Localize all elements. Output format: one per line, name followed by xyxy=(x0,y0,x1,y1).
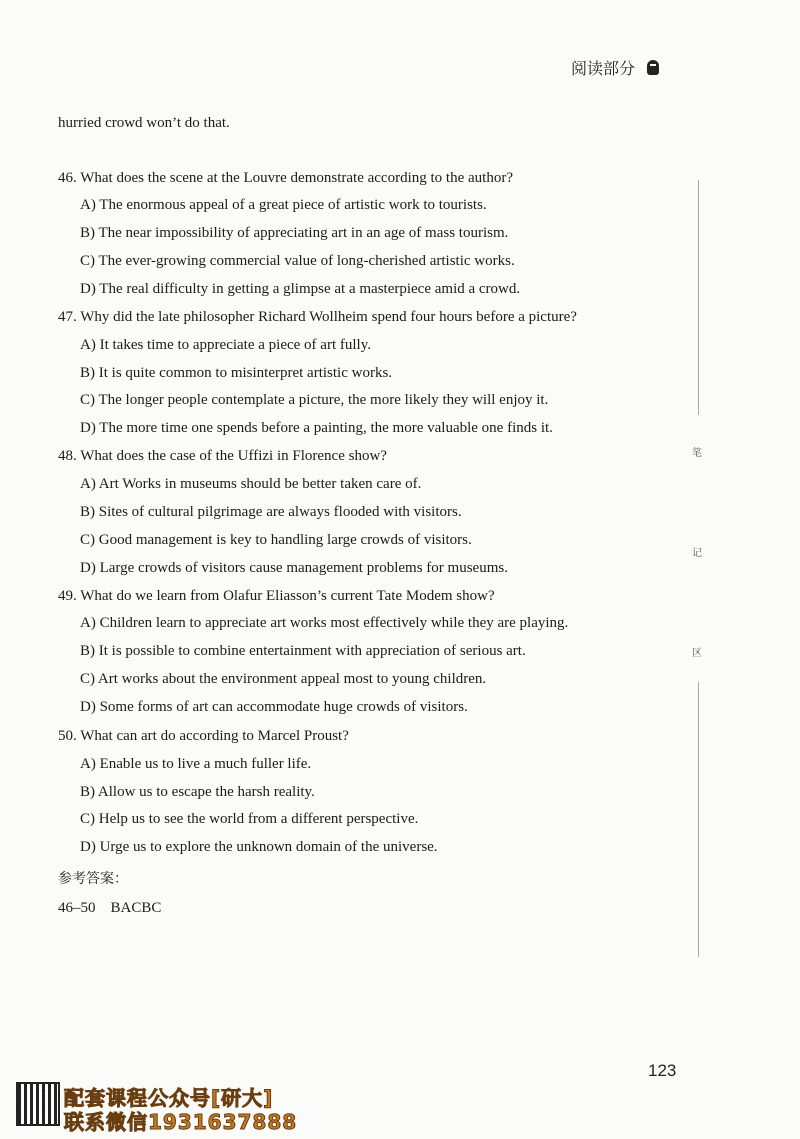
option-50-d: D) Urge us to explore the unknown domain of the universe. xyxy=(80,839,438,855)
question-46: 46. What does the scene at the Louvre demonstrate according to the author? xyxy=(58,170,513,186)
continuation-text: hurried crowd won’t do that. xyxy=(58,115,230,131)
option-48-c: C) Good management is key to handling large crowds of visitors. xyxy=(80,532,472,548)
option-49-a: A) Children learn to appreciate art works most effectively while they are playing. xyxy=(80,615,569,631)
option-50-a: A) Enable us to live a much fuller life. xyxy=(80,756,312,772)
option-50-c: C) Help us to see the world from a different perspective. xyxy=(80,811,419,827)
option-49-c: C) Art works about the environment appeal most to young children. xyxy=(80,671,487,687)
option-48-a: A) Art Works in museums should be better taken care of. xyxy=(80,476,422,492)
margin-rule-bottom xyxy=(698,682,699,957)
page-number: 123 xyxy=(648,1061,677,1080)
option-47-b: B) It is quite common to misinterpret artistic works. xyxy=(80,365,393,381)
margin-note-2: 记 xyxy=(692,548,702,559)
option-47-d: D) The more time one spends before a painting, the more valuable one finds it. xyxy=(80,420,553,436)
option-49-b: B) It is possible to combine entertainment with appreciation of serious art. xyxy=(80,643,526,659)
watermark-line-1: 配套课程公众号[研大] xyxy=(64,1086,274,1110)
question-49: 49. What do we learn from Olafur Eliasson’s current Tate Modem show? xyxy=(58,588,495,604)
question-48: 48. What does the case of the Uffizi in Florence show? xyxy=(58,448,387,464)
option-47-c: C) The longer people contemplate a picture, the more likely they will enjoy it. xyxy=(80,392,549,408)
option-50-b: B) Allow us to escape the harsh reality. xyxy=(80,784,315,800)
option-47-a: A) It takes time to appreciate a piece of art fully. xyxy=(80,337,371,353)
question-50: 50. What can art do according to Marcel Proust? xyxy=(58,728,349,744)
option-46-b: B) The near impossibility of appreciating art in an age of mass tourism. xyxy=(80,225,509,241)
option-48-d: D) Large crowds of visitors cause management problems for museums. xyxy=(80,560,508,576)
header-title: 阅读部分 xyxy=(571,59,636,78)
answer-label: 参考答案： xyxy=(58,871,128,887)
page-header xyxy=(571,56,659,79)
option-46-d: D) The real difficulty in getting a glimpse at a masterpiece amid a crowd. xyxy=(80,281,521,297)
option-49-d: D) Some forms of art can accommodate huge crowds of visitors. xyxy=(80,699,468,715)
option-46-a: A) The enormous appeal of a great piece of artistic work to tourists. xyxy=(80,197,487,213)
watermark-line-2: 联系微信1931637888 xyxy=(64,1110,298,1134)
option-46-c: C) The ever-growing commercial value of long-cherished artistic works. xyxy=(80,253,515,269)
question-47: 47. Why did the late philosopher Richard Wollheim spend four hours before a picture? xyxy=(58,309,577,325)
margin-note-1: 笔 xyxy=(692,448,702,459)
option-48-b: B) Sites of cultural pilgrimage are always flooded with visitors. xyxy=(80,504,462,520)
margin-rule-top xyxy=(698,180,699,415)
bookmark-icon xyxy=(647,60,659,75)
answer-key: 46–50 BACBC xyxy=(58,900,162,916)
margin-note-3: 区 xyxy=(692,648,702,659)
qr-code-icon xyxy=(16,1082,60,1126)
